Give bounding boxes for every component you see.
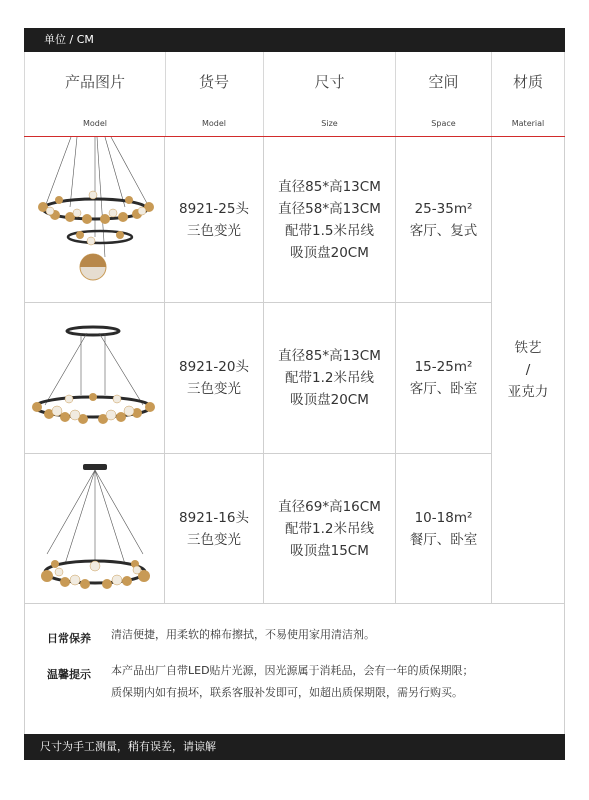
header-material: 材质 xyxy=(492,52,565,110)
size-line: 吸顶盘20CM xyxy=(290,392,369,408)
footer-bar xyxy=(24,734,565,760)
model-code-1: 8921-25头 xyxy=(179,200,249,217)
material-cell xyxy=(492,137,565,604)
care-title: 日常保养 xyxy=(47,632,91,645)
size-line: 直径85*高13CM xyxy=(278,348,381,364)
model-cell-2 xyxy=(165,303,264,454)
size-cell-1 xyxy=(264,137,396,303)
model-desc-2: 三色变光 xyxy=(187,381,241,397)
space-room-2: 客厅、卧室 xyxy=(409,381,478,397)
model-desc-1: 三色变光 xyxy=(187,222,241,239)
product-image-2 xyxy=(24,303,165,454)
model-code-3: 8921-16头 xyxy=(179,509,249,526)
chandelier-25-icon xyxy=(25,137,164,302)
product-image-3 xyxy=(24,454,165,604)
tip-text-1: 本产品出厂自带LED贴片光源，因光源属于消耗品，会有一年的质保期限； xyxy=(111,664,474,677)
space-room-3: 餐厅、卧室 xyxy=(409,531,478,548)
size-line: 配带1.2米吊线 xyxy=(285,520,374,537)
subheader-material: Material xyxy=(492,110,565,136)
size-line: 吸顶盘15CM xyxy=(290,542,369,559)
subheader-model: Model xyxy=(165,110,264,136)
space-area-3: 10-18m² xyxy=(414,509,473,526)
notes-section xyxy=(24,603,565,735)
material-line: 亚克力 xyxy=(507,384,549,400)
size-line: 直径85*高13CM xyxy=(278,178,381,195)
space-cell-1 xyxy=(396,137,492,303)
header-space: 空间 xyxy=(396,52,492,110)
material-line: / xyxy=(525,362,531,378)
chandelier-16-icon xyxy=(25,454,164,603)
header-image: 产品图片 xyxy=(24,52,166,110)
size-cell-2 xyxy=(264,303,396,454)
size-line: 配带1.5米吊线 xyxy=(285,222,374,239)
size-cell-3 xyxy=(264,454,396,604)
size-line: 吸顶盘20CM xyxy=(290,244,369,261)
product-image-1 xyxy=(24,137,165,303)
model-cell-3 xyxy=(165,454,264,604)
model-code-2: 8921-20头 xyxy=(179,359,249,375)
material-line: 铁艺 xyxy=(514,340,542,356)
subheader-space: Space xyxy=(396,110,492,136)
size-line: 配带1.2米吊线 xyxy=(285,370,374,386)
header-model: 货号 xyxy=(165,52,264,110)
subheader-image: Model xyxy=(24,110,166,136)
subheader-size: Size xyxy=(264,110,396,136)
canopy-shape xyxy=(83,464,107,470)
space-room-1: 客厅、复式 xyxy=(409,222,478,239)
space-cell-3 xyxy=(396,454,492,604)
footer-text: 尺寸为手工测量，稍有误差，请谅解 xyxy=(40,740,216,753)
size-line: 直径58*高13CM xyxy=(278,200,381,217)
unit-label: 单位 / CM xyxy=(44,33,94,46)
tip-title: 温馨提示 xyxy=(47,668,91,681)
model-cell-1 xyxy=(165,137,264,303)
space-cell-2 xyxy=(396,303,492,454)
unit-bar xyxy=(24,28,565,52)
tip-text-2: 质保期内如有损坏，联系客服补发即可，如超出质保期限，需另行购买。 xyxy=(111,686,463,699)
space-area-2: 15-25m² xyxy=(414,359,473,375)
space-area-1: 25-35m² xyxy=(414,200,473,217)
header-size: 尺寸 xyxy=(264,52,396,110)
care-text: 清洁便捷，用柔软的棉布擦拭，不易使用家用清洁剂。 xyxy=(111,628,375,641)
size-line: 直径69*高16CM xyxy=(278,498,381,515)
spec-sheet xyxy=(24,28,565,760)
model-desc-3: 三色变光 xyxy=(187,531,241,548)
chandelier-20-icon xyxy=(25,303,164,453)
